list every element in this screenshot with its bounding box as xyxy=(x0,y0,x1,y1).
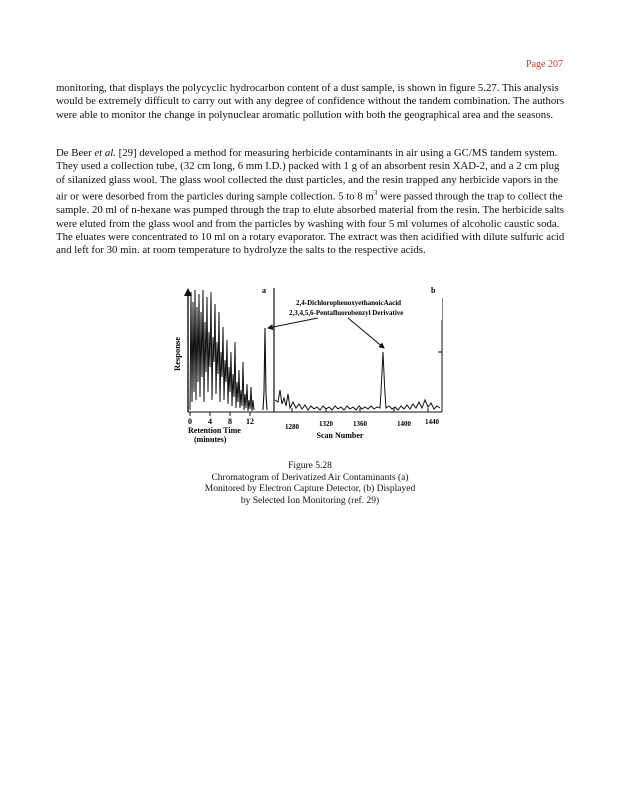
panel-b-trace xyxy=(275,352,440,410)
caption-line-4: by Selected Ion Monitoring (ref. 29) xyxy=(240,495,380,506)
panel-b-ticks xyxy=(292,408,428,412)
caption-line-2: Chromatogram of Derivatized Air Contaminants (a) xyxy=(211,472,409,483)
panel-a-tick-8: 8 xyxy=(228,417,232,426)
y-axis-label: Response xyxy=(172,336,182,372)
panel-a-target-peak xyxy=(263,328,267,410)
panel-b-tick-1320: 1320 xyxy=(319,420,333,428)
paragraph-2-lead: De Beer xyxy=(56,147,95,159)
panel-b-tick-1440: 1440 xyxy=(425,418,439,426)
caption-line-1: Figure 5.28 xyxy=(288,461,332,471)
body-paragraph-2 xyxy=(56,147,566,258)
panel-a-ticks xyxy=(190,412,250,416)
panel-a-trace xyxy=(190,290,254,411)
chromatogram-figure xyxy=(168,282,444,452)
page-number: Page 207 xyxy=(526,59,563,70)
chromatogram-svg xyxy=(168,282,444,452)
superscript-3: 3 xyxy=(373,189,378,198)
panel-a-xlabel-line2: (minutes) xyxy=(194,435,227,444)
arrow-to-panel-b-peak xyxy=(348,318,384,348)
et-al: et al. xyxy=(94,147,116,159)
panel-b-xlabel: Scan Number xyxy=(316,431,364,440)
panel-b-tick-1400: 1400 xyxy=(397,420,411,428)
paragraph-2-part-2: were passed through the trap to collect the sample. 20 ml of n-hexane was pumped through the trap to elute absorbed material from the resin. The herbicide salts were eluted from the glass wool and from the particles by washing with four 5 ml volumes of alcoholic caustic soda. The eluates were concentrated to 10 ml on a rotary evaporator. The extract was then acidified with dilute sulfuric acid and left for 30 min. at room temperature to hydrolyze the salts to the respective acids. xyxy=(56,190,565,257)
paragraph-2-part-1: [29] developed a method for measuring herbicide contaminants in air using a GC/MS tandem system. They used a collection tube, (32 cm long, 6 mm I.D.) packed with 1 g of an absorbent resin XAD-2, and a 2 cm plug of silanized glass wool. The glass wool collected the dust particles, and the resin trapped any herbicide vapors in the air or were desorbed from the particles during sample collection. 5 to 8 m xyxy=(56,147,560,203)
panel-b-tick-1280: 1280 xyxy=(285,423,299,431)
body-paragraph-1: monitoring, that displays the polycyclic hydrocarbon content of a dust sample, is shown in figure 5.27. This analysis would be extremely difficult to carry out with any degree of confidence without the tandem combination. The authors were able to monitor the change in polynuclear aromatic pollution with both the geographical area and the seasons. xyxy=(56,82,565,121)
panel-a-tick-12: 12 xyxy=(246,417,254,426)
annotation-line1: 2,4-DichlorophenoxyethanoicAacid xyxy=(296,299,402,307)
annotation-line2: 2,3,4,5,6-Pentafluorobenzyl Derivative xyxy=(289,309,404,317)
panel-a-tick-4: 4 xyxy=(208,417,212,426)
figure-caption xyxy=(160,461,460,507)
panel-a-label: a xyxy=(262,286,266,295)
caption-line-3: Monitored by Electron Capture Detector, (b) Displayed xyxy=(204,484,416,494)
panel-a-tick-0: 0 xyxy=(188,417,192,426)
panel-a-xlabel-line1: Retention Time xyxy=(188,426,241,435)
panel-b-tick-1360: 1360 xyxy=(353,420,367,428)
panel-b-label: b xyxy=(431,286,436,295)
